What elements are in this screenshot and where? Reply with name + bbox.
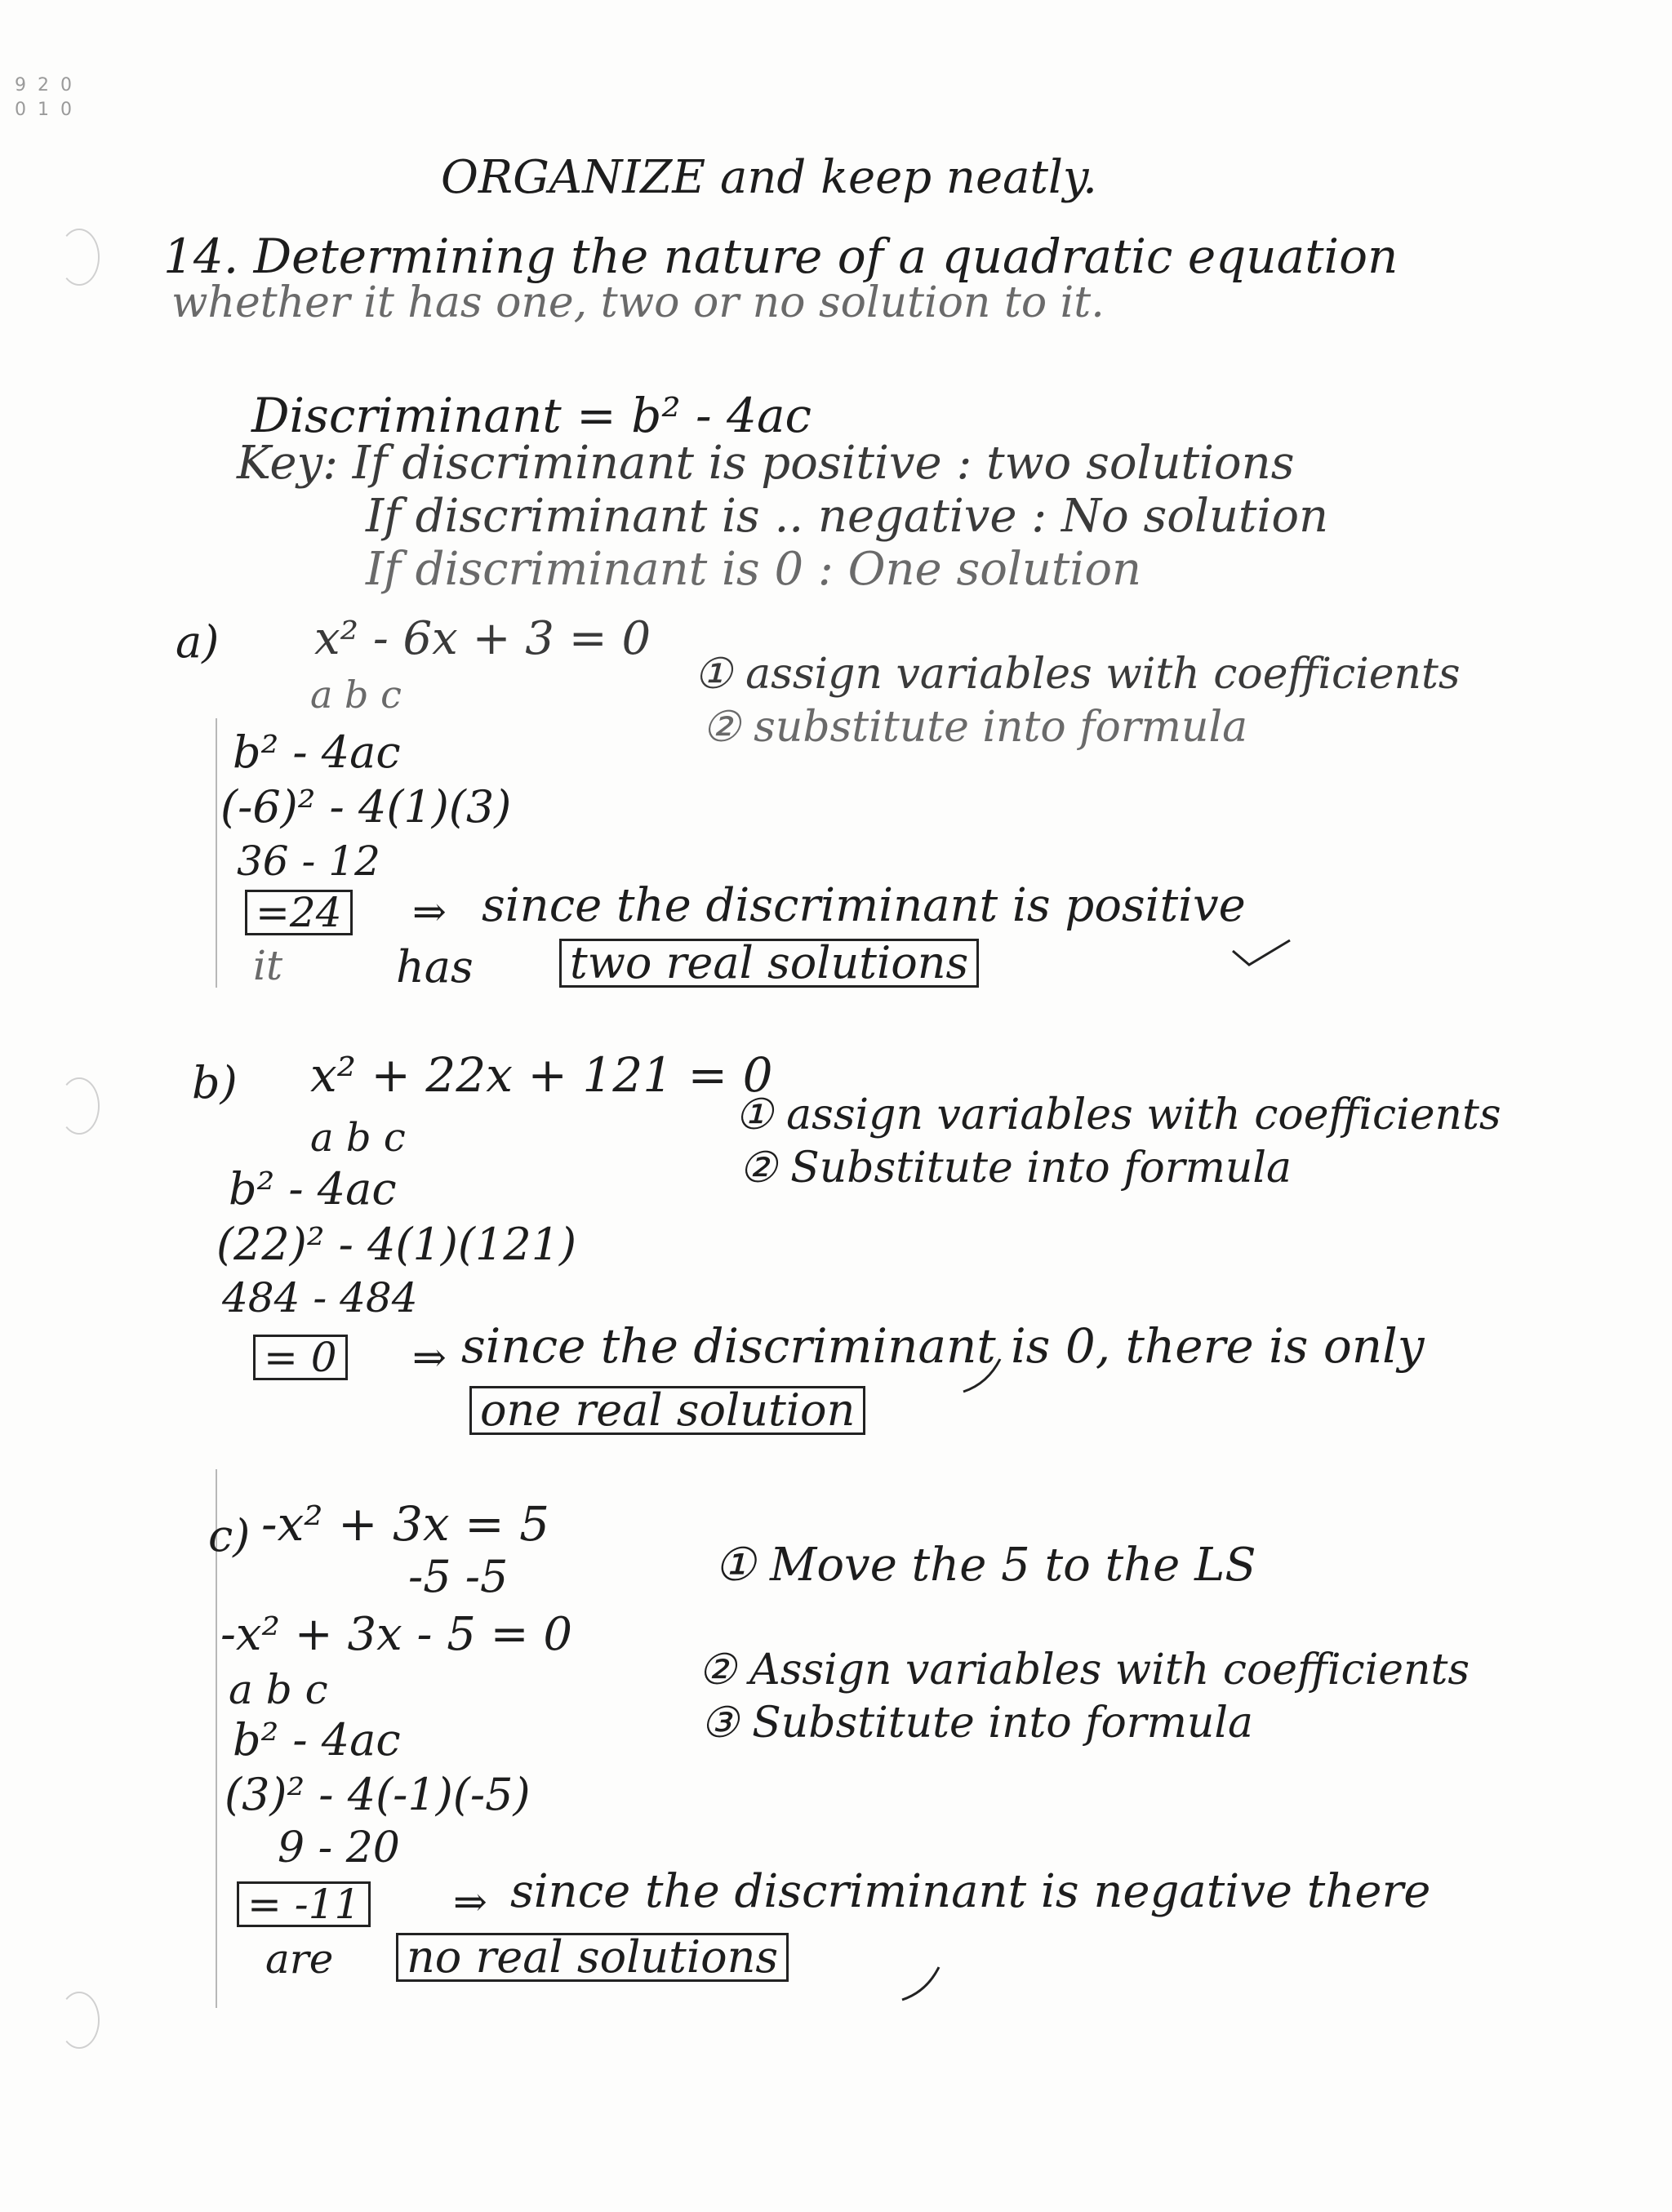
part-c-formula: b² - 4ac: [233, 1714, 401, 1766]
part-c-conclusion-1: since the discriminant is negative there: [510, 1865, 1431, 1918]
part-c-substitution: (3)² - 4(-1)(-5): [225, 1769, 531, 1820]
part-b-coefficients: a b c: [310, 1115, 406, 1161]
part-a-step-1: ① assign variables with coefficients: [694, 650, 1461, 699]
part-a-arithmetic: 36 - 12: [237, 837, 380, 885]
part-c-step-2: ② Assign variables with coefficients: [698, 1646, 1470, 1695]
part-a-arrow: ⇒: [412, 888, 447, 935]
part-a-equation: x² - 6x + 3 = 0: [314, 612, 651, 665]
part-c-label: c): [208, 1510, 251, 1561]
part-a-substitution: (-6)² - 4(1)(3): [220, 781, 512, 833]
page-title: ORGANIZE and keep neatly.: [441, 151, 1097, 204]
question-line-1: 14. Determining the nature of a quadratic equation: [163, 229, 1399, 284]
part-a-conclusion-boxed: two real solutions: [559, 939, 979, 988]
part-c-arrow: ⇒: [453, 1878, 487, 1926]
part-a-coefficients: a b c: [310, 673, 402, 717]
part-b-conclusion-1: since the discriminant is 0, there is only: [461, 1318, 1425, 1374]
part-c-arithmetic: 9 - 20: [278, 1823, 400, 1872]
part-c-conclusion-are: are: [265, 1935, 334, 1983]
part-b-formula: b² - 4ac: [229, 1163, 397, 1215]
part-a-formula: b² - 4ac: [233, 726, 401, 778]
part-c-coefficients: a b c: [229, 1666, 328, 1713]
part-b-substitution: (22)² - 4(1)(121): [216, 1219, 577, 1270]
part-b-arrow: ⇒: [412, 1334, 447, 1381]
key-rule-negative: If discriminant is .. negative : No solution: [366, 490, 1329, 543]
part-b-step-2: ② Substitute into formula: [739, 1144, 1292, 1193]
discriminant-formula: Discriminant = b² - 4ac: [251, 388, 812, 443]
margin-marks: 9 2 0 0 1 0: [15, 75, 72, 120]
part-a-label: a): [176, 616, 220, 668]
part-c-result: = -11: [237, 1881, 371, 1927]
part-b-result: = 0: [253, 1335, 348, 1380]
key-rule-positive: Key: If discriminant is positive : two solutions: [237, 437, 1295, 490]
part-a-result: =24: [245, 890, 353, 935]
key-rule-zero: If discriminant is 0 : One solution: [366, 543, 1142, 596]
part-c-step-1: ① Move the 5 to the LS: [714, 1539, 1256, 1592]
part-c-conclusion-boxed: no real solutions: [396, 1933, 789, 1982]
part-c-move: -5 -5: [408, 1551, 509, 1602]
part-c-step-3: ③ Substitute into formula: [700, 1699, 1254, 1748]
question-line-2: whether it has one, two or no solution to it.: [171, 278, 1105, 327]
part-b-conclusion-boxed: one real solution: [469, 1386, 865, 1435]
part-a-conclusion-it: it: [253, 942, 283, 989]
part-c-equation: -x² + 3x = 5: [261, 1496, 550, 1552]
part-b-label: b): [192, 1057, 238, 1108]
part-a-conclusion-1: since the discriminant is positive: [482, 879, 1246, 932]
part-b-arithmetic: 484 - 484: [222, 1274, 418, 1321]
part-b-equation: x² + 22x + 121 = 0: [310, 1047, 773, 1103]
part-b-step-1: ① assign variables with coefficients: [735, 1090, 1501, 1139]
part-c-rearranged: -x² + 3x - 5 = 0: [220, 1608, 572, 1661]
curl-c: [902, 1967, 939, 2000]
part-a-step-2: ② substitute into formula: [702, 703, 1248, 752]
check-mark-a: [1233, 940, 1290, 965]
part-a-conclusion-has: has: [396, 941, 474, 993]
